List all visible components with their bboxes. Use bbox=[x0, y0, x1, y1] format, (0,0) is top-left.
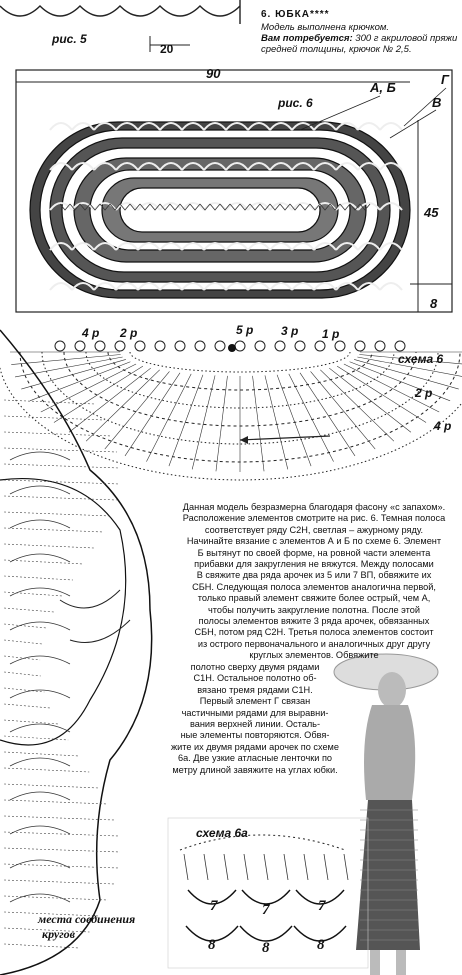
scheme6-chain bbox=[235, 341, 245, 351]
scheme6a-stitch bbox=[224, 854, 228, 880]
scheme6-row-label: 1 р bbox=[322, 327, 340, 341]
scheme6-stitch bbox=[125, 373, 180, 456]
scheme6-stitch bbox=[216, 376, 227, 471]
left-chart-arch bbox=[10, 622, 70, 630]
scheme6a-number: 7 bbox=[210, 898, 218, 914]
left-chart-leaf bbox=[60, 590, 130, 643]
text-line: вязано тремя рядами С1Н. bbox=[197, 684, 313, 695]
scheme6-chain bbox=[135, 341, 145, 351]
fig6-arch bbox=[358, 123, 380, 130]
text-line: полосы элементов вяжите 3 ряда арочек, обвязанных bbox=[198, 616, 430, 627]
text-line: круглых элементов. Обвяжите bbox=[249, 650, 379, 661]
scheme6-chain bbox=[355, 341, 365, 351]
caption-line: кругов bbox=[42, 927, 76, 941]
text-line: частичными рядами для выравни- bbox=[181, 707, 329, 718]
left-chart-arch bbox=[10, 826, 70, 834]
left-chart-stitch-row bbox=[4, 624, 47, 628]
scheme6-stitch bbox=[146, 374, 191, 462]
scheme6-stitch bbox=[192, 375, 215, 469]
left-chart-arch bbox=[10, 860, 70, 868]
photo-torso bbox=[364, 705, 415, 800]
text-line: из острого первоначального и аналогичных друг другу bbox=[197, 638, 431, 649]
left-chart-stitch-row bbox=[4, 464, 120, 468]
text-line: Начинайте вязание с элементов А и Б по схеме 6. Элемент bbox=[186, 536, 442, 547]
left-chart-arch bbox=[10, 588, 70, 596]
scheme6-chain bbox=[95, 341, 105, 351]
text-line: СБН, потом ряд С2Н. Третья полоса элементов состоит bbox=[194, 627, 434, 638]
article-title: 6. ЮБКА**** bbox=[261, 9, 330, 20]
scheme6-row-label: 5 р bbox=[236, 323, 254, 337]
scheme6a-number: 7 bbox=[318, 898, 326, 914]
scheme6-stitch bbox=[300, 373, 355, 456]
instructions-top bbox=[168, 502, 460, 662]
scheme6-chain bbox=[215, 341, 225, 351]
text-line: вания верхней линии. Осталь- bbox=[189, 719, 321, 730]
photo-leg bbox=[396, 950, 406, 975]
left-chart-stitch-row bbox=[4, 576, 73, 580]
fig6-letter-v: В bbox=[432, 95, 442, 110]
scheme6a-number: 8 bbox=[208, 937, 216, 953]
scheme6a-arch bbox=[240, 926, 292, 941]
fig5-scallop-edge bbox=[0, 6, 240, 16]
scheme6a-stitch bbox=[344, 854, 348, 880]
scheme6-ring bbox=[130, 352, 350, 372]
text-line: соответствует ряду С2Н, светлая – ажурному ряду. bbox=[204, 524, 424, 535]
left-chart-stitch-row bbox=[4, 672, 41, 676]
article-header bbox=[261, 4, 457, 55]
left-chart-stitch-row bbox=[4, 784, 99, 788]
text-line: 6а. Две узкие атласные ленточки по bbox=[177, 753, 333, 764]
scheme6-chain bbox=[335, 341, 345, 351]
scheme6-arrow-line bbox=[240, 436, 330, 440]
scheme6-chain bbox=[395, 341, 405, 351]
scheme6a-number: 7 bbox=[262, 902, 270, 918]
scheme6a-stitch bbox=[244, 854, 248, 880]
left-chart-stitch-row bbox=[4, 512, 111, 516]
article-materials-cont: средней толщины, крючок № 2,5. bbox=[261, 44, 412, 55]
instructions-bottom bbox=[150, 742, 360, 776]
text-line: СБН. Следующая полоса элементов аналогична первой, bbox=[192, 581, 436, 592]
scheme6-ring bbox=[0, 352, 462, 480]
scheme6-chain bbox=[115, 341, 125, 351]
left-chart-stitch-row bbox=[4, 752, 79, 756]
scheme6a-stitch bbox=[284, 854, 288, 880]
left-chart-stitch-row bbox=[4, 832, 119, 836]
scheme6a-number: 8 bbox=[317, 937, 325, 953]
left-chart-stitch-row bbox=[4, 400, 95, 404]
left-chart-stitch-row bbox=[4, 800, 108, 804]
scheme6-stitch bbox=[69, 368, 151, 432]
left-chart-stitch-row bbox=[4, 608, 54, 612]
scheme6-stitch bbox=[11, 355, 120, 365]
text-line: полотно сверху двумя рядами bbox=[190, 662, 320, 672]
left-chart-stitch-row bbox=[4, 432, 112, 436]
left-chart-stitch-row bbox=[4, 448, 117, 452]
fig6-height-dimension: 45 bbox=[424, 205, 439, 220]
text-line: жите их двумя рядами арочек по схеме bbox=[170, 742, 339, 752]
scheme6-chain bbox=[275, 341, 285, 351]
scheme6a-stitch bbox=[324, 854, 328, 880]
left-chart-arch bbox=[10, 758, 70, 766]
left-chart-stitch-row bbox=[4, 496, 117, 500]
fig6-band bbox=[120, 188, 320, 232]
scheme6a-stitch bbox=[204, 854, 208, 880]
scheme6-chain bbox=[295, 341, 305, 351]
left-chart-arch bbox=[10, 520, 70, 528]
fig6-arch bbox=[380, 123, 402, 130]
left-chart-arch bbox=[10, 724, 70, 732]
text-line: Данная модель безразмерна благодаря фасону «с запахом». bbox=[182, 502, 446, 512]
text-line: чтобы получить закругление полотна. После этой bbox=[207, 604, 421, 615]
left-chart-stitch-row bbox=[4, 864, 119, 868]
scheme6-stitch bbox=[15, 357, 123, 377]
fig6-arch bbox=[50, 123, 72, 130]
article-description: Модель выполнена крючком. bbox=[261, 22, 390, 33]
scheme6-row-label: 2 р bbox=[120, 326, 138, 340]
photo-head bbox=[378, 672, 406, 708]
scheme6-stitch bbox=[289, 374, 334, 462]
text-line: метру длиной завяжите на углах юбки. bbox=[172, 764, 338, 775]
text-line: прибавки для закругления не вяжутся. Между полосами bbox=[194, 559, 434, 570]
left-chart-stitch-row bbox=[4, 720, 59, 724]
instructions-middle bbox=[160, 662, 350, 742]
scheme6-chain bbox=[315, 341, 325, 351]
scheme6-stitch bbox=[54, 366, 143, 422]
text-line: ные элементы повторяются. Обвя- bbox=[180, 730, 330, 741]
photo-leg bbox=[370, 950, 380, 975]
text-line: С1Н. Остальное полотно об- bbox=[193, 673, 317, 684]
scheme6a-stitch bbox=[184, 854, 188, 880]
scheme6-stitch bbox=[350, 362, 450, 401]
left-chart-stitch-row bbox=[4, 704, 50, 708]
fig6-band-dimension: 8 bbox=[430, 296, 438, 311]
left-chart-arch bbox=[10, 554, 70, 562]
scheme6a-number: 8 bbox=[262, 940, 270, 956]
text-line: В свяжите два ряда арочек из 5 или 7 ВП, обвяжите их bbox=[196, 570, 432, 581]
scheme6-chain bbox=[55, 341, 65, 351]
scheme6-row-label: 3 р bbox=[281, 324, 299, 338]
left-chart-stitch-row bbox=[4, 592, 63, 596]
article-materials: Вам потребуется: 300 г акриловой пряжи bbox=[261, 33, 458, 44]
scheme6-arrow-head bbox=[240, 436, 248, 444]
scheme6-chain bbox=[255, 341, 265, 351]
scheme6-chain bbox=[75, 341, 85, 351]
text-line: Расположение элементов смотрите на рис. 6. Темная полоса bbox=[182, 513, 446, 524]
fig6-label: рис. 6 bbox=[278, 96, 313, 110]
scheme6a-stitch bbox=[264, 854, 268, 880]
fig6-arch bbox=[380, 283, 402, 290]
scheme6a-stitch bbox=[304, 854, 308, 880]
fig5-label: рис. 5 bbox=[52, 32, 87, 46]
scheme6-row-label: 4 р bbox=[82, 326, 100, 340]
text-line: Первый элемент Г связан bbox=[199, 696, 311, 707]
scheme6-label: схема 6 bbox=[398, 352, 444, 366]
scheme6-chain bbox=[375, 341, 385, 351]
scheme6-stitch bbox=[320, 370, 394, 441]
left-chart-arch bbox=[10, 486, 70, 494]
fig5-dimension: 20 bbox=[160, 42, 174, 56]
left-chart-arch bbox=[10, 690, 70, 698]
photo-skirt bbox=[356, 800, 420, 950]
left-chart-lobe bbox=[0, 479, 126, 745]
scheme6-start-dot bbox=[228, 344, 236, 352]
scheme6-stitch bbox=[21, 359, 126, 389]
scheme6a-label: схема 6а bbox=[196, 826, 248, 840]
caption-line: места соединения bbox=[38, 912, 136, 926]
left-chart-stitch-row bbox=[4, 640, 42, 644]
scheme6-row-label: 2 р bbox=[415, 386, 433, 400]
left-chart-stitch-row bbox=[4, 528, 103, 532]
left-chart-stitch-row bbox=[4, 560, 84, 564]
left-chart-arch bbox=[10, 894, 70, 902]
scheme6-stitch bbox=[265, 375, 288, 469]
left-chart-stitch-row bbox=[4, 544, 94, 548]
fig6-width-dimension: 90 bbox=[206, 66, 221, 81]
scheme6-stitch bbox=[329, 368, 411, 432]
scheme6-chain bbox=[155, 341, 165, 351]
left-chart-stitch-row bbox=[4, 848, 120, 852]
fig6-letters-ab: А, Б bbox=[370, 80, 396, 95]
left-chart-arch bbox=[10, 792, 70, 800]
fig6-letter-g: Г bbox=[441, 72, 449, 87]
scheme6-chain bbox=[175, 341, 185, 351]
left-chart-arch bbox=[10, 452, 70, 460]
left-chart-stitch-row bbox=[4, 768, 89, 772]
left-chart-stitch-row bbox=[4, 816, 114, 820]
fig6-arch bbox=[50, 283, 72, 290]
text-line: только правый элемент свяжите более острый, чем А, bbox=[197, 593, 431, 604]
scheme6-row-label: 4 р bbox=[434, 419, 452, 433]
scheme6-stitch bbox=[253, 376, 264, 471]
scheme6-chain bbox=[195, 341, 205, 351]
text-line: Б вытянут по своей форме, на ровной части элемента bbox=[197, 547, 431, 558]
scheme6-stitch bbox=[86, 370, 160, 441]
